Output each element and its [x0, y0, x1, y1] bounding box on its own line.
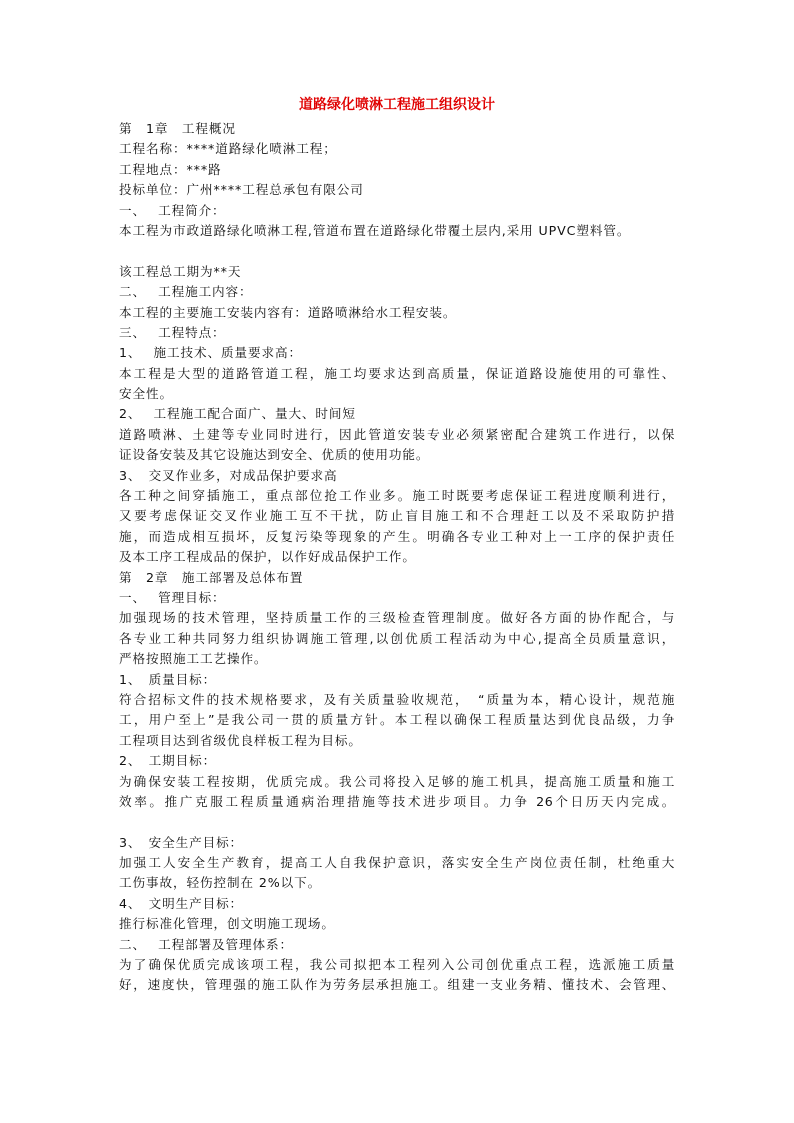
text-line: 证设备安装及其它设施达到安全、优质的使用功能。 [119, 447, 430, 463]
text-line: 又要考虑保证交叉作业施工互不干扰，防止盲目施工和不合理赶工以及不采取防护措 [119, 508, 675, 524]
text-line: 为了确保优质完成该项工程，我公司拟把本工程列入公司创优重点工程，选派施工质量 [119, 957, 675, 973]
section-heading: 二、 工程部署及管理体系： [119, 936, 294, 952]
subsection-heading: 3、 交叉作业多，对成品保护要求高 [119, 467, 338, 483]
section-heading: 三、 工程特点： [119, 324, 226, 340]
document-title: 道路绿化喷淋工程施工组织设计 [299, 97, 495, 113]
text-line: 施，而造成相互损坏，反复污染等现象的产生。明确各专业工种对上一工序的保护责任 [119, 528, 675, 544]
text-line: 效率。推广克服工程质量通病治理措施等技术进步项目。力争 26个日历天内完成。 [119, 793, 675, 809]
subsection-heading: 3、 安全生产目标： [119, 834, 244, 850]
text-line: 为确保安装工程按期，优质完成。我公司将投入足够的施工机具，提高施工质量和施工 [119, 773, 675, 789]
section-heading: 一、 工程简介： [119, 202, 226, 218]
text-line: 及本工序工程成品的保护，以作好成品保护工作。 [119, 549, 416, 565]
text-line: 严格按照施工工艺操作。 [119, 651, 268, 667]
text-line: 该工程总工期为**天 [119, 263, 242, 279]
subsection-heading: 2、 工程施工配合面广、量大、时间短 [119, 406, 356, 422]
section-heading: 一、 管理目标： [119, 589, 226, 605]
text-line: 加强现场的技术管理，坚持质量工作的三级检查管理制度。做好各方面的协作配合，与 [119, 610, 675, 626]
subsection-heading: 4、 文明生产目标： [119, 895, 244, 911]
blank-line [119, 812, 675, 832]
text-line: 各工种之间穿插施工，重点部位抢工作业多。施工时既要考虑保证工程进度顺利进行， [119, 488, 675, 504]
text-line: 工程名称：****道路绿化喷淋工程； [119, 141, 337, 157]
text-line: 加强工人安全生产教育，提高工人自我保护意识，落实安全生产岗位责任制，杜绝重大 [119, 855, 675, 871]
text-line: 工程项目达到省级优良样板工程为目标。 [119, 732, 362, 748]
text-line: 好，速度快，管理强的施工队作为劳务层承担施工。组建一支业务精、懂技术、会管理、 [119, 977, 675, 993]
document-body [119, 119, 675, 996]
text-line: 本工程为市政道路绿化喷淋工程,管道布置在道路绿化带覆土层内,采用 UPVC塑料管。 [119, 222, 631, 238]
section-heading: 二、 工程施工内容： [119, 284, 253, 300]
subsection-heading: 1、 质量目标： [119, 671, 217, 687]
text-line: 符合招标文件的技术规格要求，及有关质量验收规范， “质量为本，精心设计，规范施 [119, 691, 675, 707]
chapter-heading: 第 1章 工程概况 [119, 121, 236, 136]
chapter-heading: 第 2章 施工部署及总体布置 [119, 569, 304, 585]
text-line: 本工程的主要施工安装内容有：道路喷淋给水工程安装。 [119, 304, 457, 320]
text-line: 各专业工种共同努力组织协调施工管理,以创优质工程活动为中心,提高全员质量意识， [119, 630, 675, 646]
text-line: 本工程是大型的道路管道工程，施工均要求达到高质量，保证道路设施使用的可靠性、 [119, 365, 675, 381]
text-line: 安全性。 [119, 386, 173, 402]
text-line: 工，用户至上”是我公司一贯的质量方针。本工程以确保工程质量达到优良品级，力争 [119, 712, 675, 728]
subsection-heading: 2、 工期目标： [119, 753, 217, 769]
text-line: 工程地点：***路 [119, 161, 222, 177]
text-line: 投标单位：广州****工程总承包有限公司 [119, 182, 364, 198]
text-line: 道路喷淋、土建等专业同时进行，因此管道安装专业必须紧密配合建筑工作进行，以保 [119, 426, 675, 442]
subsection-heading: 1、 施工技术、质量要求高： [119, 345, 302, 361]
blank-line [119, 241, 675, 261]
text-line: 推行标准化管理，创文明施工现场。 [119, 916, 335, 932]
text-line: 工伤事故，轻伤控制在 2%以下。 [119, 875, 322, 891]
